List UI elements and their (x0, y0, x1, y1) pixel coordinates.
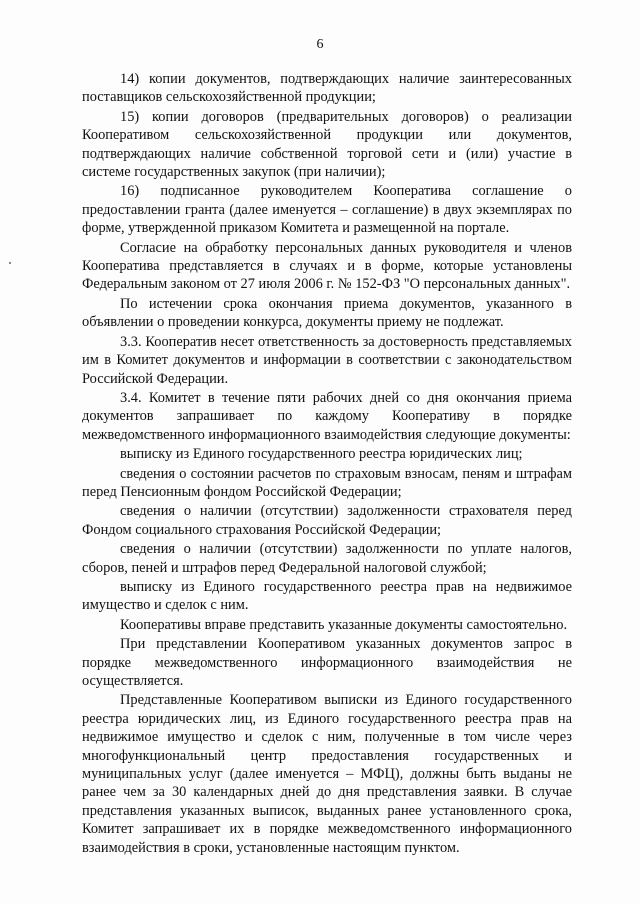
paragraph-self-submission: Кооперативы вправе представить указанные документы самостоятельно. (120, 616, 568, 633)
list-item-14: 14) копии документов, подтверждающих наличие заинтересованных поставщиков сельскохозяйственной продукции; (82, 71, 572, 106)
paragraph-consent: Согласие на обработку персональных данных руководителя и членов Кооператива представляется в случаях и в форме, которые установлены Федеральным законом от 27 июля 2006 г. № 152-ФЗ "О персональных данных". (82, 239, 572, 293)
requested-doc-1: выписку из Единого государственного реестра юридических лиц; (120, 446, 523, 463)
document-body (82, 70, 572, 857)
list-item-16: 16) подписанное руководителем Кооператива соглашение о предоставлении гранта (далее именуется – соглашение) в двух экземплярах по форме, утвержденной приказом Комитета и размещенной на портале. (82, 183, 572, 237)
list-item-15: 15) копии договоров (предварительных договоров) о реализации Кооперативом сельскохозяйственной продукции или документов, подтверждающих наличие собственной торговой сети и (или) участие в системе государственных закупок (при наличии); (82, 108, 572, 181)
paragraph-extracts: Представленные Кооперативом выписки из Единого государственного реестра юридических лиц, из Единого государственного реестра прав на недвижимое имущество и сделок с ним, полученные в том числе через многофункциональный центр предоставления государственных и муниципальных услуг (далее именуется – МФЦ), должны быть выданы не ранее чем за 30 календарных дней до дня представления заявки. В случае представления указанных выписок, выданных ранее установленного срока, Комитет запрашивает их в порядке межведомственного информационного взаимодействия в сроки, установленные настоящим пунктом. (82, 692, 572, 856)
paragraph-deadline: По истечении срока окончания приема документов, указанного в объявлении о проведении конкурса, документы приему не подлежат. (82, 295, 572, 331)
paragraph-no-request: При представлении Кооперативом указанных документов запрос в порядке межведомственного информационного взаимодействия не осуществляется. (82, 636, 572, 689)
page-number: 6 (316, 37, 324, 52)
clause-3-4: 3.4. Комитет в течение пяти рабочих дней со дня окончания приема документов запрашивает по каждому Кооперативу в порядке межведомственного информационного взаимодействия следующие документы: (82, 389, 572, 443)
clause-3-3: 3.3. Кооператив несет ответственность за достоверность представляемых им в Комитет документов и информации в соответствии с законодательством Российской Федерации. (82, 333, 572, 387)
requested-doc-4: сведения о наличии (отсутствии) задолженности по уплате налогов, сборов, пеней и штрафов перед Федеральной налоговой службой; (82, 541, 572, 576)
requested-doc-2: сведения о состоянии расчетов по страховым взносам, пеням и штрафам перед Пенсионным фондом Российской Федерации; (82, 465, 572, 500)
requested-doc-3: сведения о наличии (отсутствии) задолженности страхователя перед Фондом социального страхования Российской Федерации; (82, 503, 572, 538)
scan-speck (9, 262, 11, 264)
requested-doc-5: выписку из Единого государственного реестра прав на недвижимое имущество и сделок с ним. (82, 578, 572, 614)
